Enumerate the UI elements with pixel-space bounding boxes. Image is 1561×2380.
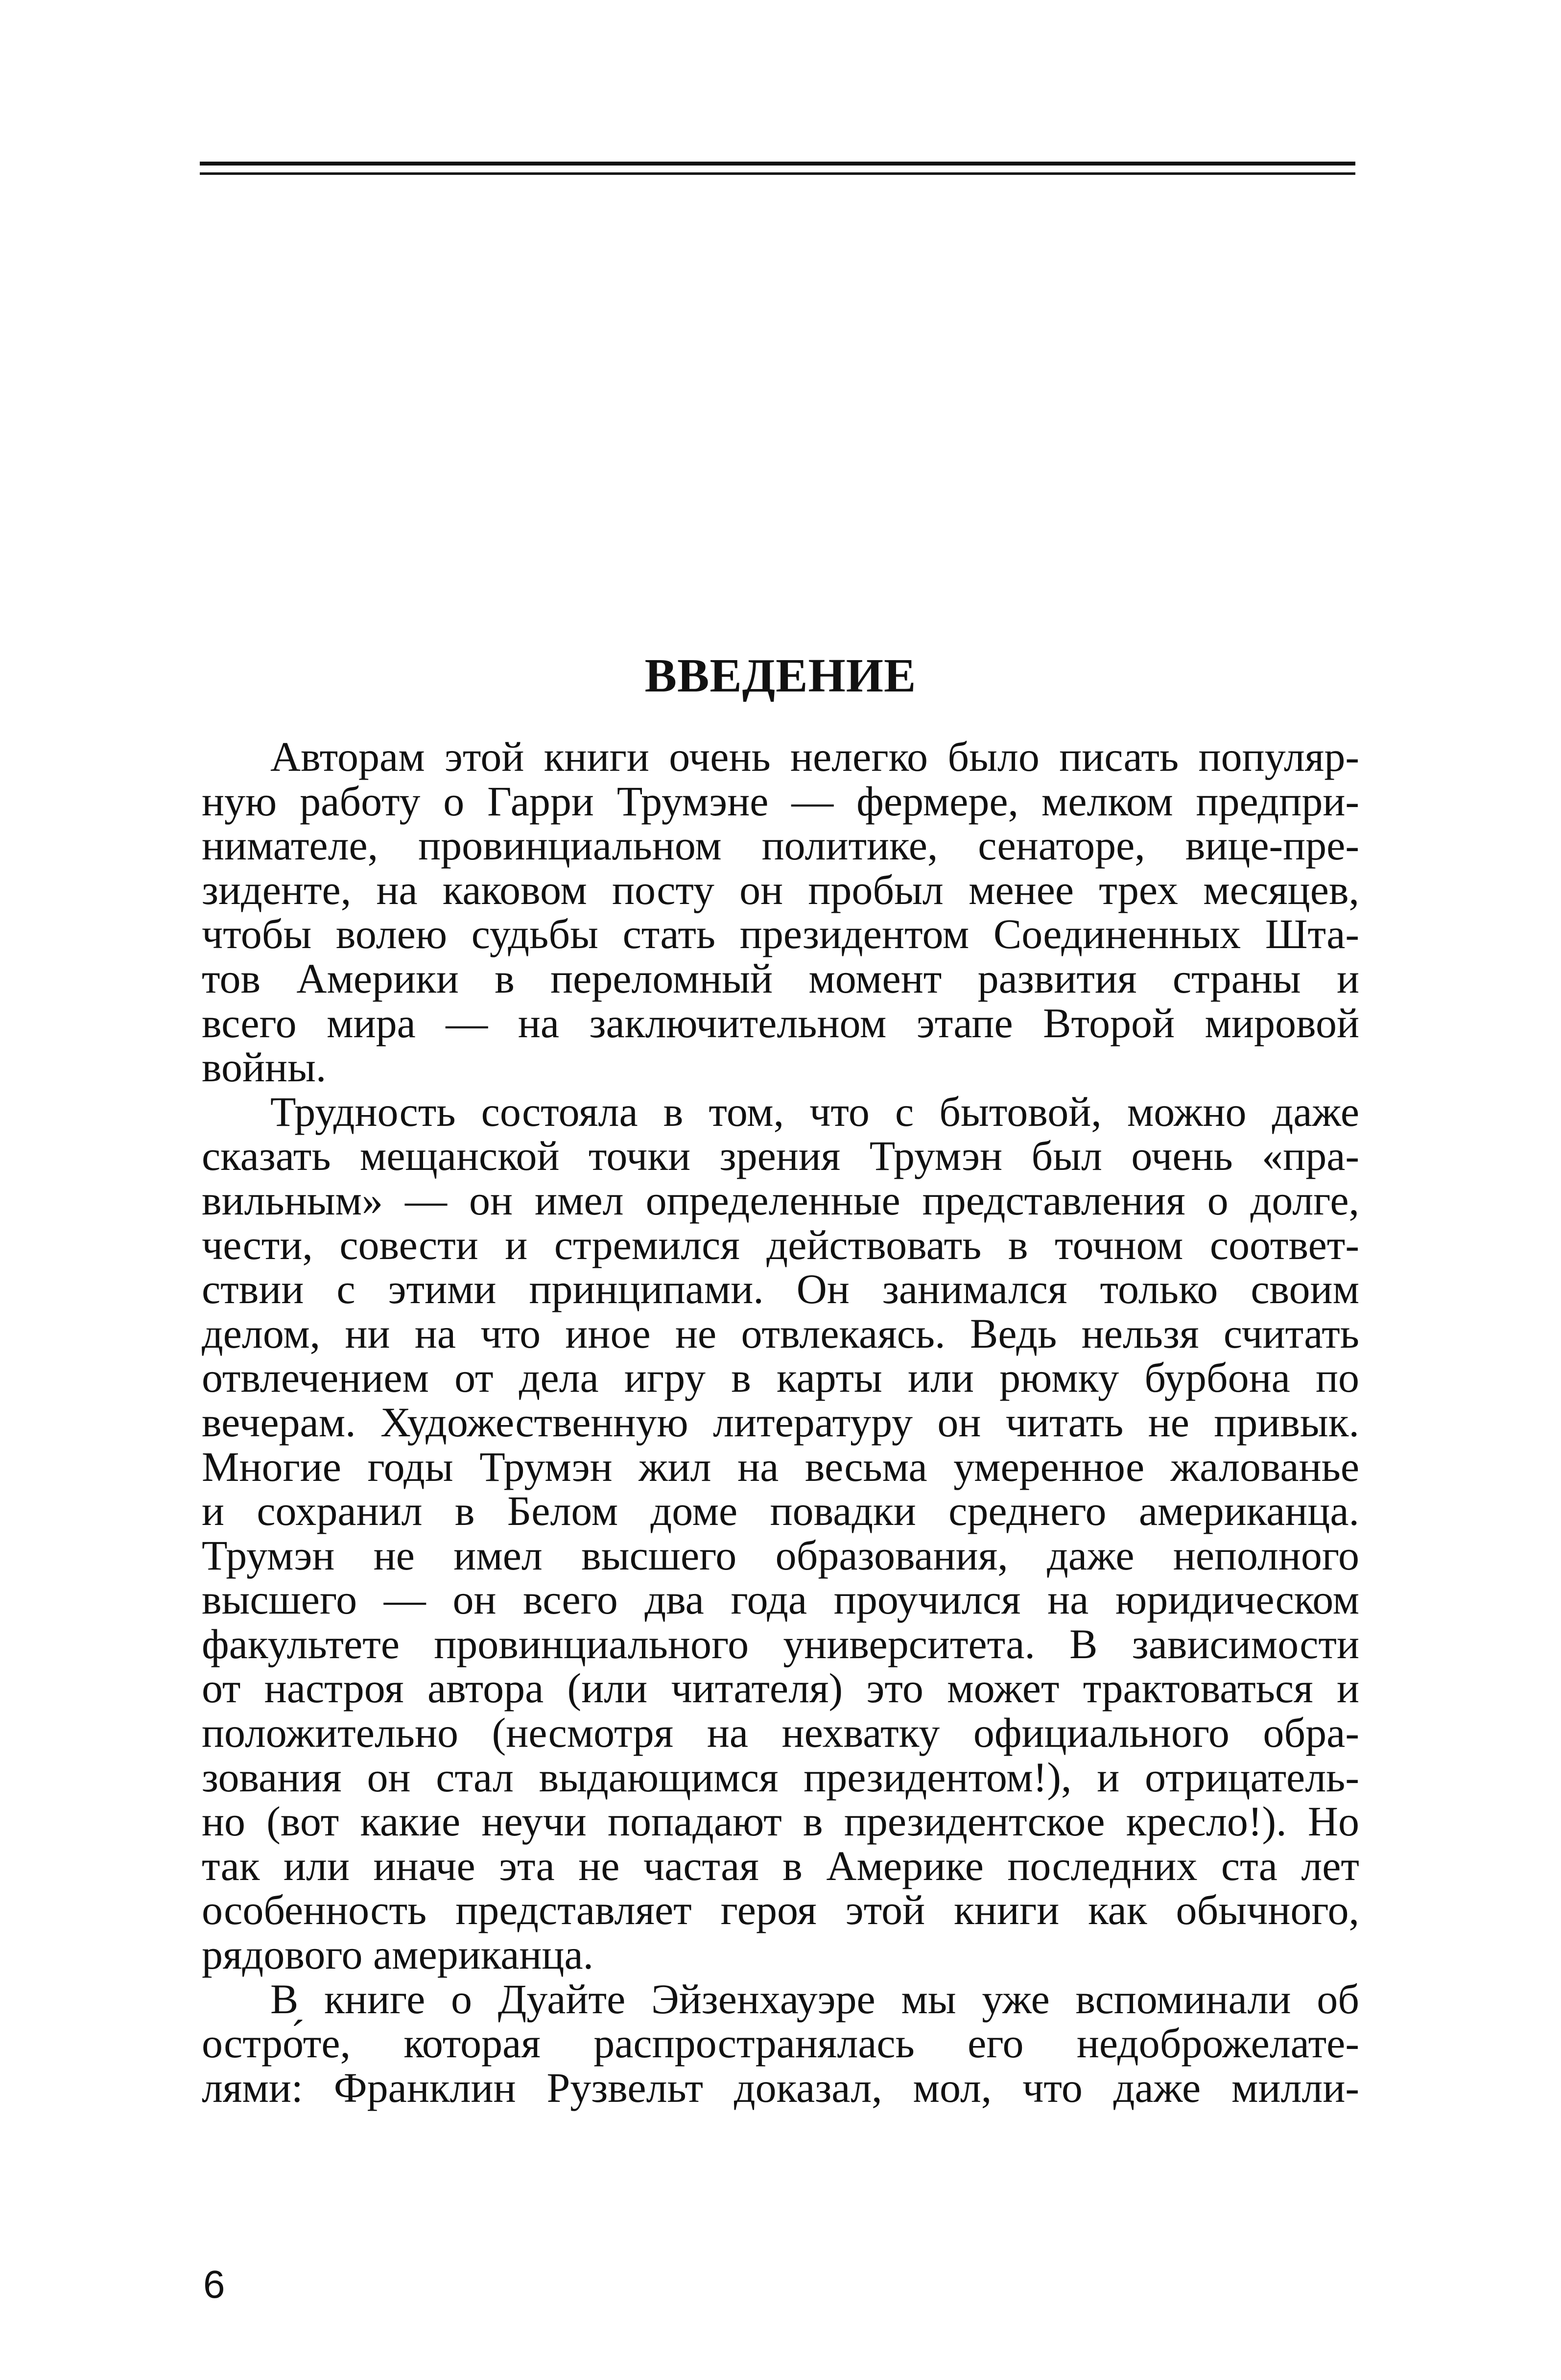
top-rule (200, 162, 1355, 166)
text-line: но (вот какие неучи попадают в президентское кресло!). Но (202, 1798, 1359, 1845)
text-line: зиденте, на каковом посту он пробыл менее трех месяцев, (202, 866, 1359, 913)
text-line: делом, ни на что иное не отвлекаясь. Ведь нельзя считать (202, 1309, 1359, 1357)
page-number: 6 (203, 2262, 225, 2306)
text-line: Многие годы Трумэн жил на весьма умеренное жалованье (202, 1443, 1359, 1490)
text-line: высшего — он всего два года проучился на юридическом (202, 1576, 1359, 1623)
paragraph-1 (202, 735, 1359, 1090)
paragraph-2 (202, 1090, 1359, 1977)
text-line: вечерам. Художественную литературу он читать не привык. (202, 1398, 1359, 1446)
text-line: так или иначе эта не частая в Америке последних ста лет (202, 1842, 1359, 1889)
text-line: факультете провинциального университета. В зависимости (202, 1620, 1359, 1667)
body-text (202, 735, 1359, 2110)
text-line: остро́те, которая распространялась его недоброжелате- (202, 2020, 1359, 2067)
text-line: сказать мещанской точки зрения Трумэн был очень «пра- (202, 1132, 1359, 1180)
text-line: вильным» — он имел определенные представления о долге, (202, 1176, 1359, 1224)
text-line: войны. (202, 1044, 327, 1091)
top-rule-thin (200, 172, 1355, 175)
text-line: от настроя автора (или читателя) это может трактоваться и (202, 1665, 1359, 1712)
text-line: лями: Франклин Рузвельт доказал, мол, что даже милли- (202, 2064, 1359, 2111)
text-line: чести, совести и стремился действовать в точном соответ- (202, 1221, 1359, 1268)
text-line: тов Америки в переломный момент развития страны и (202, 954, 1359, 1002)
text-line: нимателе, провинциальном политике, сенаторе, вице-пре- (202, 822, 1359, 869)
text-line: всего мира — на заключительном этапе Второй мировой (202, 999, 1359, 1047)
chapter-title: ВВЕДЕНИЕ (644, 649, 917, 702)
text-line: особенность представляет героя этой книги как обычного, (202, 1886, 1359, 1934)
text-line: Трумэн не имел высшего образования, даже неполного (202, 1531, 1359, 1579)
text-line: Трудность состояла в том, что с бытовой, можно даже (270, 1088, 1359, 1135)
text-line: ную работу о Гарри Трумэне — фермере, мелком предпри- (202, 777, 1359, 825)
paragraph-3 (202, 1977, 1359, 2110)
text-line: чтобы волею судьбы стать президентом Соединенных Шта- (202, 910, 1359, 958)
text-line: и сохранил в Белом доме повадки среднего американца. (202, 1487, 1359, 1535)
text-line: В книге о Дуайте Эйзенхауэре мы уже вспоминали об (270, 1975, 1359, 2023)
text-line: отвлечением от дела игру в карты или рюмку бурбона по (202, 1354, 1359, 1402)
text-line: ствии с этими принципами. Он занимался только своим (202, 1265, 1359, 1313)
text-line: рядового американца. (202, 1931, 594, 1978)
text-line: Авторам этой книги очень нелегко было писать популяр- (270, 733, 1359, 780)
text-line: зования он стал выдающимся президентом!), и отрицатель- (202, 1753, 1359, 1801)
text-line: положительно (несмотря на нехватку официального обра- (202, 1709, 1359, 1757)
